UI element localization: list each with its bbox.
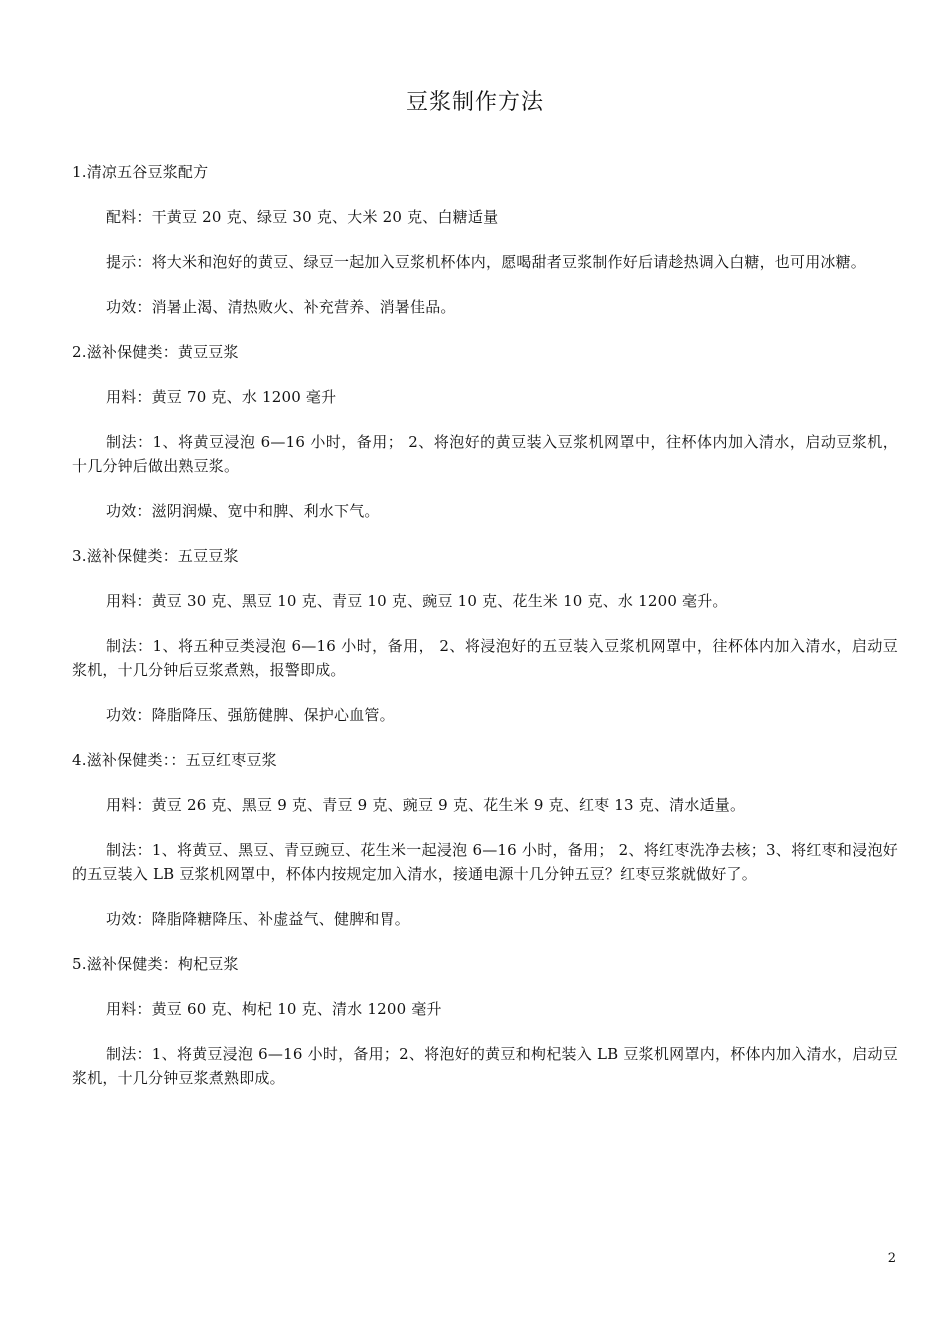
section-heading-4: 4.滋补保健类：：五豆红枣豆浆 [72, 751, 277, 769]
paragraph-method-4: 制法：1、将黄豆、黑豆、青豆豌豆、花生米一起浸泡 6—16 小时，备用； 2、将红枣洗净去核；3、将红枣和浸泡好的五豆装入 LB 豆浆机网罩中，杯体内按规定加入清水，接通电源十几分钟五豆？红枣豆浆就做好了。 [72, 841, 898, 883]
paragraph-effect-1: 功效：消暑止渴、清热败火、补充营养、消暑佳品。 [106, 298, 456, 316]
page-title: 豆浆制作方法 [405, 90, 544, 115]
paragraph-effect-4: 功效：降脂降糖降压、补虚益气、健脾和胃。 [106, 910, 411, 928]
paragraph-ingredients-4: 用料：黄豆 26 克、黑豆 9 克、青豆 9 克、豌豆 9 克、花生米 9 克、红枣 13 克、清水适量。 [106, 796, 746, 814]
section-heading-5: 5.滋补保健类：枸杞豆浆 [72, 955, 239, 973]
section-heading-3: 3.滋补保健类：五豆豆浆 [72, 547, 239, 565]
paragraph-ingredients-2: 用料：黄豆 70 克、水 1200 毫升 [106, 388, 337, 406]
paragraph-ingredients-1: 配料：干黄豆 20 克、绿豆 30 克、大米 20 克、白糖适量 [106, 208, 499, 226]
paragraph-ingredients-3: 用料：黄豆 30 克、黑豆 10 克、青豆 10 克、豌豆 10 克、花生米 10 克、水 1200 毫升。 [106, 592, 728, 610]
section-heading-2: 2.滋补保健类：黄豆豆浆 [72, 343, 239, 361]
paragraph-method-2: 制法：1、将黄豆浸泡 6—16 小时，备用； 2、将泡好的黄豆装入豆浆机网罩中，往杯体内加入清水，启动豆浆机，十几分钟后做出熟豆浆。 [72, 433, 898, 475]
paragraph-ingredients-5: 用料：黄豆 60 克、枸杞 10 克、清水 1200 毫升 [106, 1000, 442, 1018]
paragraph-effect-3: 功效：降脂降压、强筋健脾、保护心血管。 [106, 706, 395, 724]
paragraph-method-3: 制法：1、将五种豆类浸泡 6—16 小时，备用， 2、将浸泡好的五豆装入豆浆机网罩中，往杯体内加入清水，启动豆浆机，十几分钟后豆浆煮熟，报警即成。 [72, 637, 898, 679]
paragraph-effect-2: 功效：滋阴润燥、宽中和脾、利水下气。 [106, 502, 380, 520]
document-body [72, 160, 898, 1111]
page-number: 2 [887, 1251, 896, 1266]
paragraph-tip-1: 提示：将大米和泡好的黄豆、绿豆一起加入豆浆机杯体内，愿喝甜者豆浆制作好后请趁热调入白糖，也可用冰糖。 [106, 253, 867, 271]
section-heading-1: 1.清凉五谷豆浆配方 [72, 163, 209, 181]
paragraph-method-5: 制法：1、将黄豆浸泡 6—16 小时，备用；2、将泡好的黄豆和枸杞装入 LB 豆浆机网罩内，杯体内加入清水，启动豆浆机，十几分钟豆浆煮熟即成。 [72, 1045, 898, 1087]
